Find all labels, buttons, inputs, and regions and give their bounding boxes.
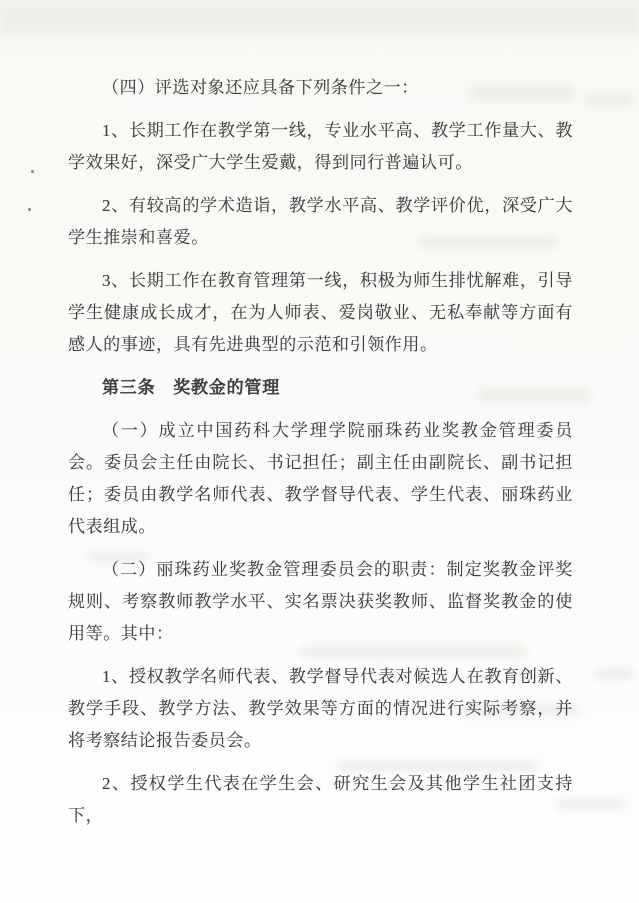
para-authorization-2: 2、授权学生代表在学生会、研究生会及其他学生社团支持下，	[68, 774, 573, 825]
heading-article-3: 第三条 奖教金的管理	[102, 378, 280, 397]
para-authorization-1: 1、授权教学名师代表、教学督导代表对候选人在教育创新、教学手段、教学方法、教学效果等方面的情况进行实际考察，并将考察结论报告委员会。	[68, 667, 573, 750]
document-body	[68, 72, 573, 843]
ink-dot	[31, 170, 34, 173]
bleed-through-smudge	[594, 668, 634, 680]
para-condition-3: 3、长期工作在教育管理第一线，积极为师生排忧解难，引导学生健康成长成才，在为人师表、爱岗敬业、无私奉献等方面有感人的事迹，具有先进典型的示范和引领作用。	[68, 271, 573, 354]
para-committee-duties: （二）丽珠药业奖教金管理委员会的职责：制定奖教金评奖规则、考察教师教学水平、实名票决获奖教师、监督奖教金的使用等。其中：	[68, 560, 573, 643]
bleed-through-smudge	[586, 94, 634, 106]
scan-artifact-band	[0, 8, 639, 34]
para-clause-4-intro: （四）评选对象还应具备下列条件之一：	[102, 78, 419, 97]
ink-dot	[28, 208, 31, 211]
para-condition-1: 1、长期工作在教学第一线，专业水平高、教学工作量大、教学效果好，深受广大学生爱戴，得到同行普遍认可。	[68, 121, 573, 172]
para-committee-setup: （一）成立中国药科大学理学院丽珠药业奖教金管理委员会。委员会主任由院长、书记担任；副主任由副院长、副书记担任；委员由教学名师代表、教学督导代表、学生代表、丽珠药业代表组成。	[68, 421, 573, 536]
para-condition-2: 2、有较高的学术造诣，教学水平高、教学评价优，深受广大学生推崇和喜爱。	[68, 196, 573, 247]
